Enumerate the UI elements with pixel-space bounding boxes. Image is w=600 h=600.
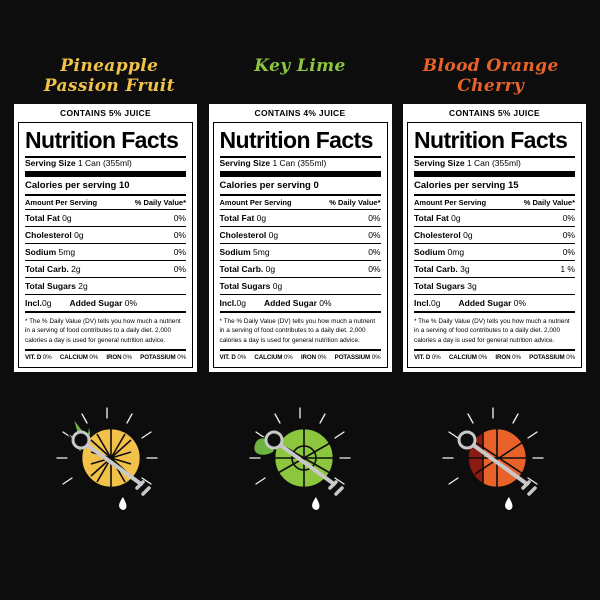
nutrient-name: Sodium (25, 247, 57, 258)
vitamin-item (414, 354, 441, 361)
calories-value: 0 (313, 180, 319, 192)
daily-value-header: % Daily Value* (134, 198, 186, 208)
daily-value-footnote: * The % Daily Value (DV) tells you how much a nutrient in a serving of food contributes to a daily diet. 2,000 calories a day is used for general nutrition advice. (25, 318, 181, 344)
vitamin-name: IRON (106, 353, 122, 361)
nutrient-dv: 0% (173, 230, 186, 241)
vitamin-name: POTASSIUM (334, 353, 371, 361)
nutrition-facts-box (18, 122, 193, 368)
vitamin-name: POTASSIUM (529, 353, 565, 361)
vitamin-value: 0% (478, 353, 488, 361)
table-row (220, 210, 381, 226)
nutrient-name: Sodium (414, 247, 446, 258)
vitamin-item (140, 354, 186, 361)
nutrient-value: 2g (71, 264, 81, 275)
contains-juice-banner: CONTAINS 5% JUICE (14, 104, 197, 122)
amount-per-serving-header: Amount Per Serving (219, 198, 292, 208)
serving-size-row (220, 158, 381, 171)
calories-row (25, 177, 186, 194)
nutrient-value: 0g (268, 230, 279, 241)
daily-value-footnote: * The % Daily Value (DV) tells you how much a nutrient in a serving of food contributes to a daily diet. 2,000 calories a day is used for general nutrition advice. (219, 318, 376, 344)
table-row (414, 227, 575, 243)
vitamin-name: IRON (495, 353, 511, 361)
vitamin-item (106, 354, 131, 361)
total-sugars-row (25, 278, 186, 294)
vitamins-row (414, 351, 575, 362)
vitamin-name: IRON (300, 353, 316, 361)
nutrient-dv: 0% (368, 247, 381, 258)
nutrient-value: 0g (74, 230, 84, 241)
nutrient-dv: 0% (562, 247, 575, 258)
nutrient-name: Cholesterol (414, 230, 461, 241)
table-row (25, 261, 186, 277)
included-label: Incl. (25, 298, 43, 309)
calories-label: Calories per serving (25, 180, 117, 192)
vitamin-name: CALCIUM (59, 353, 88, 361)
nutrient-dv: 0% (562, 213, 575, 224)
included-value: 0g (431, 298, 441, 309)
serving-size-value: 1 Can (355ml) (272, 158, 327, 169)
serving-size-value: 1 Can (355ml) (77, 158, 132, 169)
nutrient-dv: 1 % (560, 264, 575, 275)
flavor-title-line: Passion Fruit (43, 76, 175, 97)
nutrition-facts-title: Nutrition Facts (25, 127, 179, 154)
nutrition-panel (403, 104, 586, 372)
nutrition-panel (14, 104, 197, 372)
added-sugar-value: 0% (124, 298, 138, 309)
blood-orange-wheel-icon (423, 396, 563, 516)
flavor-title-line: Pineapple (60, 56, 159, 76)
vitamin-value: 0% (89, 353, 99, 361)
table-row (25, 227, 186, 243)
nutrient-dv: 0% (562, 230, 575, 241)
table-row (414, 244, 575, 260)
nutrient-name: Total Fat (25, 213, 60, 224)
vitamin-value: 0% (512, 353, 521, 361)
vitamins-row (25, 351, 186, 362)
nutrient-value: 5mg (253, 247, 270, 258)
total-sugars-label: Total Sugars (414, 281, 465, 292)
vitamin-value: 0% (371, 353, 381, 361)
daily-value-footnote: * The % Daily Value (DV) tells you how much a nutrient in a serving of food contributes to a daily diet. 2,000 calories a day is used for general nutrition advice. (414, 318, 570, 344)
nutrition-facts-box (407, 122, 582, 368)
nutrient-name: Cholesterol (219, 230, 267, 241)
nutrient-name: Total Carb. (414, 264, 458, 275)
table-row (25, 210, 186, 226)
added-sugar-label: Added Sugar (69, 298, 123, 309)
total-sugars-value: 3g (467, 281, 477, 292)
total-sugars-row (414, 278, 575, 294)
vitamin-name: VIT. D (414, 353, 431, 361)
vitamin-item (60, 354, 98, 361)
nutrient-name: Total Fat (414, 213, 449, 224)
calories-label: Calories per serving (219, 180, 311, 192)
table-row (220, 244, 381, 260)
added-sugar-label: Added Sugar (458, 298, 512, 309)
vitamin-item (25, 354, 52, 361)
vitamin-value: 0% (566, 353, 575, 361)
illustration-key-lime (225, 396, 375, 516)
nutrient-dv: 0% (173, 264, 186, 275)
nutrition-facts-box (213, 122, 388, 368)
vitamin-item (529, 354, 575, 361)
flavor-title-line: Cherry (457, 76, 525, 97)
serving-size-value: 1 Can (355ml) (466, 158, 521, 169)
serving-size-label: Serving Size (25, 158, 76, 169)
flavor-title-line: Key Lime (254, 56, 346, 76)
vitamin-value: 0% (317, 353, 327, 361)
nutrient-name: Total Fat (219, 213, 255, 224)
serving-size-row (414, 158, 575, 171)
nutrient-dv: 0% (173, 213, 186, 224)
total-sugars-value: 2g (78, 281, 88, 292)
contains-juice-banner: CONTAINS 5% JUICE (403, 104, 586, 122)
daily-value-header: % Daily Value* (329, 198, 381, 208)
vitamin-value: 0% (237, 353, 247, 361)
nutrition-facts-title: Nutrition Facts (414, 127, 568, 154)
nutrient-value: 0g (62, 213, 72, 224)
vitamins-row (220, 351, 381, 362)
vitamin-name: VIT. D (25, 353, 42, 361)
table-row (414, 261, 575, 277)
added-sugar-value: 0% (319, 298, 332, 309)
flavor-title-line: Blood Orange (422, 56, 559, 76)
nutrition-panel-row (0, 104, 600, 372)
nutrient-dv: 0% (368, 230, 381, 241)
included-label: Incl. (219, 298, 237, 309)
vitamin-name: POTASSIUM (140, 353, 176, 361)
nutrient-dv: 0% (368, 264, 381, 275)
table-row (220, 227, 381, 243)
vitamin-name: CALCIUM (448, 353, 477, 361)
added-sugar-row (414, 295, 575, 311)
added-sugar-row (220, 295, 381, 311)
table-header-row (414, 196, 575, 209)
vitamin-name: VIT. D (219, 353, 236, 361)
vitamin-item (220, 354, 247, 361)
included-label: Incl. (414, 298, 432, 309)
total-sugars-row (220, 278, 381, 294)
nutrient-value: 5mg (58, 247, 76, 258)
calories-value: 15 (508, 180, 519, 192)
contains-juice-banner: CONTAINS 4% JUICE (209, 104, 392, 122)
nutrient-value: 3g (460, 264, 470, 275)
included-value: 0g (42, 298, 52, 309)
flavor-title-key-lime (205, 56, 396, 96)
included-value: 0g (236, 298, 246, 309)
table-row (414, 210, 575, 226)
flavor-title-blood-orange-cherry (395, 56, 586, 96)
serving-size-label: Serving Size (219, 158, 271, 169)
vitamin-value: 0% (177, 353, 186, 361)
table-row (25, 244, 186, 260)
nutrient-value: 0g (256, 213, 267, 224)
amount-per-serving-header: Amount Per Serving (25, 198, 98, 208)
nutrient-name: Total Carb. (25, 264, 69, 275)
vitamin-item (254, 354, 292, 361)
nutrition-panel (209, 104, 392, 372)
vitamin-value: 0% (123, 353, 132, 361)
table-header-row (25, 196, 186, 209)
lime-wheel-icon (230, 396, 370, 516)
vitamin-item (495, 354, 520, 361)
vitamin-item (301, 354, 326, 361)
vitamin-item (335, 354, 381, 361)
added-sugar-label: Added Sugar (263, 298, 317, 309)
nutrient-value: 0g (265, 264, 276, 275)
table-row (220, 261, 381, 277)
calories-value: 10 (119, 180, 130, 192)
nutrient-name: Total Carb. (219, 264, 264, 275)
nutrient-dv: 0% (368, 213, 381, 224)
pineapple-wheel-icon (37, 396, 177, 516)
calories-label: Calories per serving (414, 180, 506, 192)
calories-row (220, 177, 381, 194)
vitamin-value: 0% (283, 353, 293, 361)
total-sugars-label: Total Sugars (25, 281, 76, 292)
vitamin-value: 0% (42, 353, 52, 361)
total-sugars-value: 0g (272, 281, 283, 292)
added-sugar-value: 0% (513, 298, 527, 309)
serving-size-row (25, 158, 186, 171)
illustration-pineapple (32, 396, 182, 516)
illustration-blood-orange-cherry (418, 396, 568, 516)
vitamin-value: 0% (431, 353, 441, 361)
nutrient-value: 0g (451, 213, 461, 224)
nutrient-name: Sodium (219, 247, 251, 258)
serving-size-label: Serving Size (414, 158, 465, 169)
added-sugar-row (25, 295, 186, 311)
nutrient-value: 0mg (447, 247, 465, 258)
amount-per-serving-header: Amount Per Serving (414, 198, 487, 208)
flavor-title-pineapple-passion-fruit (14, 56, 205, 96)
flavor-illustration-row (0, 372, 600, 516)
nutrient-name: Cholesterol (25, 230, 72, 241)
calories-row (414, 177, 575, 194)
total-sugars-label: Total Sugars (219, 281, 271, 292)
vitamin-name: CALCIUM (254, 353, 283, 361)
flavor-title-row (0, 0, 600, 104)
table-header-row (220, 196, 381, 209)
nutrient-value: 0g (463, 230, 473, 241)
nutrition-facts-title: Nutrition Facts (219, 127, 373, 154)
vitamin-item (449, 354, 487, 361)
daily-value-header: % Daily Value* (523, 198, 575, 208)
nutrient-dv: 0% (173, 247, 186, 258)
